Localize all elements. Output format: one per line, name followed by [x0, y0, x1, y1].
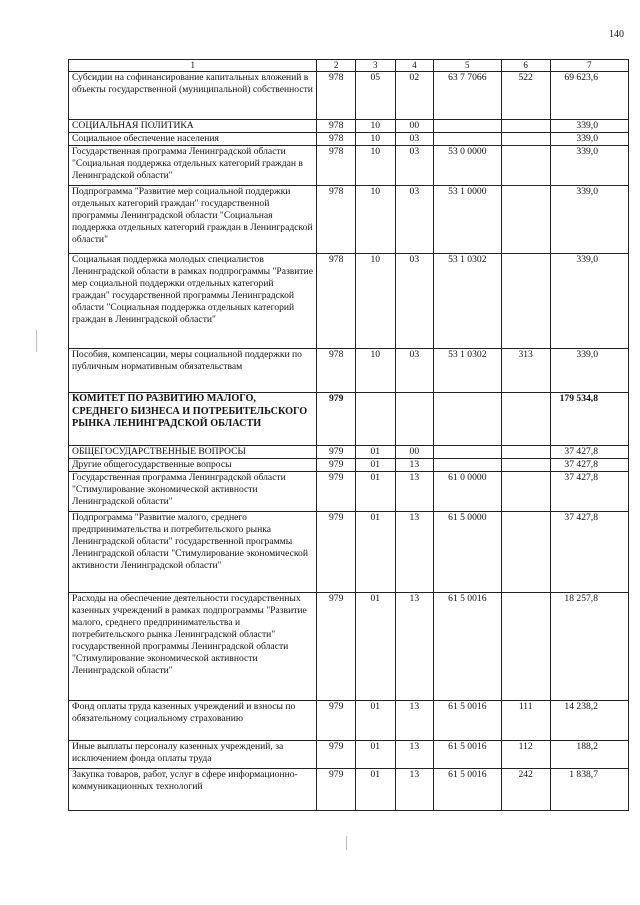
subsection-cell: 03 — [395, 133, 434, 146]
code-cell: 978 — [317, 146, 356, 186]
name-cell: Другие общегосударственные вопросы — [69, 459, 317, 472]
name-cell: Иные выплаты персоналу казенных учреждений, за исключением фонда оплаты труда — [69, 741, 317, 769]
subsection-cell: 00 — [395, 120, 434, 133]
table-header-row — [69, 60, 629, 72]
amount-cell: 18 257,8 — [550, 593, 628, 701]
expense-type-cell — [501, 120, 550, 133]
target-article-cell: 61 5 0016 — [434, 741, 501, 769]
subsection-cell: 13 — [395, 512, 434, 593]
target-article-cell — [434, 459, 501, 472]
name-cell: Закупка товаров, работ, услуг в сфере информационно-коммуникационных технологий — [69, 769, 317, 811]
expense-type-cell — [501, 512, 550, 593]
amount-cell: 14 238,2 — [550, 701, 628, 741]
name-cell: ОБЩЕГОСУДАРСТВЕННЫЕ ВОПРОСЫ — [69, 446, 317, 459]
expense-type-cell — [501, 593, 550, 701]
code-cell: 978 — [317, 254, 356, 349]
section-cell: 01 — [355, 472, 395, 512]
code-cell: 979 — [317, 769, 356, 811]
name-cell: Социальное обеспечение населения — [69, 133, 317, 146]
expense-type-cell — [501, 186, 550, 254]
table-row — [69, 349, 629, 393]
amount-cell: 69 623,6 — [550, 72, 628, 120]
code-cell: 979 — [317, 393, 356, 446]
amount-cell: 339,0 — [550, 146, 628, 186]
expense-type-cell — [501, 133, 550, 146]
name-cell: Государственная программа Ленинградской области "Стимулирование экономической активности Ленинградской области" — [69, 472, 317, 512]
subsection-cell — [395, 393, 434, 446]
expense-type-cell — [501, 446, 550, 459]
amount-cell: 37 427,8 — [550, 472, 628, 512]
section-cell: 01 — [355, 593, 395, 701]
header-cell-3: 3 — [355, 60, 395, 72]
subsection-cell: 03 — [395, 146, 434, 186]
amount-cell: 37 427,8 — [550, 512, 628, 593]
code-cell: 979 — [317, 472, 356, 512]
page-number: 140 — [609, 29, 624, 40]
table-row — [69, 459, 629, 472]
section-cell: 01 — [355, 446, 395, 459]
code-cell: 979 — [317, 741, 356, 769]
section-cell: 10 — [355, 186, 395, 254]
amount-cell: 37 427,8 — [550, 459, 628, 472]
table-row — [69, 120, 629, 133]
amount-cell: 339,0 — [550, 349, 628, 393]
target-article-cell: 53 1 0000 — [434, 186, 501, 254]
name-cell: Подпрограмма "Развитие малого, среднего предпринимательства и потребительского рынка Ленинградской области" государственной программы Ленинградской области "Стимулирование экономической активности Ленинградской области" — [69, 512, 317, 593]
header-cell-4: 4 — [395, 60, 434, 72]
header-cell-2: 2 — [317, 60, 356, 72]
name-cell: СОЦИАЛЬНАЯ ПОЛИТИКА — [69, 120, 317, 133]
section-cell: 01 — [355, 512, 395, 593]
target-article-cell: 63 7 7066 — [434, 72, 501, 120]
table-row — [69, 146, 629, 186]
table-row — [69, 446, 629, 459]
header-cell-7: 7 — [550, 60, 628, 72]
name-cell: Подпрограмма "Развитие мер социальной поддержки отдельных категорий граждан" государственной программы Ленинградской области "Социальная поддержка отдельных категорий граждан в Ленинградской области" — [69, 186, 317, 254]
section-cell: 05 — [355, 72, 395, 120]
subsection-cell: 13 — [395, 701, 434, 741]
expense-type-cell: 112 — [501, 741, 550, 769]
table-body — [69, 72, 629, 811]
code-cell: 979 — [317, 701, 356, 741]
header-cell-1: 1 — [69, 60, 317, 72]
expense-type-cell — [501, 146, 550, 186]
code-cell: 979 — [317, 446, 356, 459]
expense-type-cell — [501, 393, 550, 446]
section-cell: 10 — [355, 146, 395, 186]
target-article-cell: 61 5 0016 — [434, 769, 501, 811]
amount-cell: 339,0 — [550, 186, 628, 254]
amount-cell: 37 427,8 — [550, 446, 628, 459]
section-cell — [355, 393, 395, 446]
section-cell: 01 — [355, 459, 395, 472]
expense-type-cell — [501, 472, 550, 512]
subsection-cell: 02 — [395, 72, 434, 120]
amount-cell: 1 838,7 — [550, 769, 628, 811]
expense-type-cell: 111 — [501, 701, 550, 741]
table-row — [69, 512, 629, 593]
name-cell: Фонд оплаты труда казенных учреждений и взносы по обязательному социальному страхованию — [69, 701, 317, 741]
subsection-cell: 03 — [395, 254, 434, 349]
amount-cell: 339,0 — [550, 133, 628, 146]
amount-cell: 188,2 — [550, 741, 628, 769]
expense-type-cell: 313 — [501, 349, 550, 393]
amount-cell: 339,0 — [550, 120, 628, 133]
name-cell: КОМИТЕТ ПО РАЗВИТИЮ МАЛОГО, СРЕДНЕГО БИЗНЕСА И ПОТРЕБИТЕЛЬСКОГО РЫНКА ЛЕНИНГРАДСКОЙ ОБЛАСТИ — [69, 393, 317, 446]
table-row — [69, 72, 629, 120]
code-cell: 978 — [317, 133, 356, 146]
code-cell: 978 — [317, 186, 356, 254]
table-row — [69, 701, 629, 741]
target-article-cell: 61 0 0000 — [434, 472, 501, 512]
scan-artifact — [36, 330, 37, 352]
table-row — [69, 133, 629, 146]
section-cell: 10 — [355, 254, 395, 349]
expense-type-cell — [501, 254, 550, 349]
header-cell-6: 6 — [501, 60, 550, 72]
amount-cell: 339,0 — [550, 254, 628, 349]
table-row — [69, 254, 629, 349]
amount-cell: 179 534,8 — [550, 393, 628, 446]
code-cell: 978 — [317, 349, 356, 393]
subsection-cell: 13 — [395, 741, 434, 769]
target-article-cell: 53 1 0302 — [434, 349, 501, 393]
expense-type-cell: 242 — [501, 769, 550, 811]
expense-type-cell: 522 — [501, 72, 550, 120]
subsection-cell: 13 — [395, 593, 434, 701]
code-cell: 978 — [317, 120, 356, 133]
name-cell: Расходы на обеспечение деятельности государственных казенных учреждений в рамках подпрограммы "Развитие малого, среднего предпринимательства и потребительского рынка Ленинградской области" государственной программы Ленинградской области "Стимулирование экономической активности Ленинградской области" — [69, 593, 317, 701]
subsection-cell: 00 — [395, 446, 434, 459]
section-cell: 01 — [355, 741, 395, 769]
subsection-cell: 13 — [395, 459, 434, 472]
target-article-cell — [434, 393, 501, 446]
code-cell: 979 — [317, 593, 356, 701]
section-cell: 10 — [355, 349, 395, 393]
target-article-cell: 61 5 0016 — [434, 701, 501, 741]
target-article-cell — [434, 446, 501, 459]
subsection-cell: 13 — [395, 472, 434, 512]
subsection-cell: 13 — [395, 769, 434, 811]
target-article-cell: 61 5 0000 — [434, 512, 501, 593]
expense-type-cell — [501, 459, 550, 472]
target-article-cell — [434, 120, 501, 133]
table-row — [69, 186, 629, 254]
target-article-cell: 61 5 0016 — [434, 593, 501, 701]
scan-artifact — [346, 836, 347, 850]
table-row — [69, 769, 629, 811]
name-cell: Субсидии на софинансирование капитальных вложений в объекты государственной (муниципальной) собственности — [69, 72, 317, 120]
header-cell-5: 5 — [434, 60, 501, 72]
subsection-cell: 03 — [395, 186, 434, 254]
subsection-cell: 03 — [395, 349, 434, 393]
table-row — [69, 741, 629, 769]
section-cell: 10 — [355, 120, 395, 133]
target-article-cell — [434, 133, 501, 146]
table-row — [69, 593, 629, 701]
table-row — [69, 472, 629, 512]
code-cell: 978 — [317, 72, 356, 120]
target-article-cell: 53 1 0302 — [434, 254, 501, 349]
target-article-cell: 53 0 0000 — [434, 146, 501, 186]
code-cell: 979 — [317, 459, 356, 472]
table-row — [69, 393, 629, 446]
section-cell: 01 — [355, 769, 395, 811]
name-cell: Социальная поддержка молодых специалистов Ленинградской области в рамках подпрограммы "Развитие мер социальной поддержки отдельных категорий граждан" государственной программы Ленинградской области "Социальная поддержка отдельных категорий граждан в Ленинградской области" — [69, 254, 317, 349]
name-cell: Государственная программа Ленинградской области "Социальная поддержка отдельных категорий граждан в Ленинградской области" — [69, 146, 317, 186]
section-cell: 10 — [355, 133, 395, 146]
name-cell: Пособия, компенсации, меры социальной поддержки по публичным нормативным обязательствам — [69, 349, 317, 393]
budget-table — [68, 59, 629, 811]
code-cell: 979 — [317, 512, 356, 593]
section-cell: 01 — [355, 701, 395, 741]
